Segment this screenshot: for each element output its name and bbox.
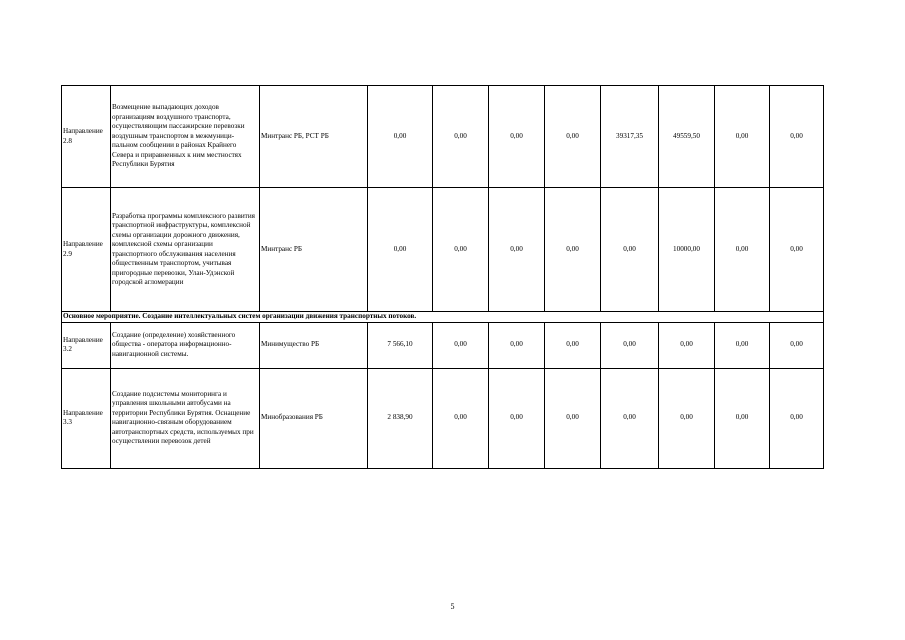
row-value: 10000,00 — [659, 188, 715, 312]
row-value: 0,00 — [770, 86, 824, 188]
row-value: 0,00 — [489, 368, 545, 468]
row-value: 0,00 — [545, 322, 601, 368]
page-number: 5 — [450, 602, 455, 611]
section-header-row — [62, 312, 824, 323]
row-value: 0,00 — [715, 368, 770, 468]
row-description: Возмещение выпадающих доходов организациям воздушного транспорта, осуществляющим пассажирские перевозки воздушным транспортом в межмуници-пальном сообщении в районах Крайнего Севера и приравненных к ним местностях Республики Бурятия — [111, 86, 260, 188]
table-row — [62, 368, 824, 468]
row-value: 0,00 — [601, 368, 659, 468]
row-executor: Минимущество РБ — [260, 322, 368, 368]
row-code: Направление 2.8 — [62, 86, 111, 188]
row-value: 0,00 — [601, 188, 659, 312]
row-value: 0,00 — [545, 86, 601, 188]
row-value: 0,00 — [715, 322, 770, 368]
row-value: 0,00 — [715, 86, 770, 188]
row-value: 0,00 — [489, 86, 545, 188]
table-row — [62, 86, 824, 188]
row-value: 0,00 — [659, 322, 715, 368]
row-value: 0,00 — [489, 322, 545, 368]
section-title: Основное мероприятие. Создание интеллектуальных систем организации движения транспортных потоков. — [62, 312, 824, 323]
row-value: 0,00 — [545, 188, 601, 312]
table-row — [62, 322, 824, 368]
row-executor: Минтранс РБ, РСТ РБ — [260, 86, 368, 188]
row-description: Создание подсистемы мониторинга и управления школьными автобусами на территории Республики Бурятия. Оснащение навигационно-связным оборудованием автотранспортных средств, используемых при осуществлении перевозок детей — [111, 368, 260, 468]
row-value: 0,00 — [433, 188, 489, 312]
row-value: 0,00 — [433, 86, 489, 188]
row-value: 0,00 — [545, 368, 601, 468]
row-code: Направление 3.2 — [62, 322, 111, 368]
row-description: Создание (определение) хозяйственного общества - оператора информационно-навигационной системы. — [111, 322, 260, 368]
row-code: Направление 3.3 — [62, 368, 111, 468]
row-value: 0,00 — [770, 322, 824, 368]
row-value: 0,00 — [659, 368, 715, 468]
row-value: 0,00 — [715, 188, 770, 312]
row-value: 0,00 — [770, 188, 824, 312]
budget-table — [61, 85, 824, 469]
table-row — [62, 188, 824, 312]
row-value: 0,00 — [770, 368, 824, 468]
row-value: 39317,35 — [601, 86, 659, 188]
row-description: Разработка программы комплексного развития транспортной инфраструктуры, комплексной схемы организации дорожного движения, комплексной схемы организации транспортного обслуживания населения общественным транспортом, учитывая пригородные перевозки, Улан-Удэнской городской агломерации — [111, 188, 260, 312]
row-code: Направление 2.9 — [62, 188, 111, 312]
row-value: 0,00 — [368, 188, 433, 312]
row-value: 0,00 — [489, 188, 545, 312]
row-value: 7 566,10 — [368, 322, 433, 368]
row-value: 0,00 — [368, 86, 433, 188]
row-value: 0,00 — [433, 368, 489, 468]
row-executor: Минтранс РБ — [260, 188, 368, 312]
row-value: 2 838,90 — [368, 368, 433, 468]
row-executor: Минобразования РБ — [260, 368, 368, 468]
row-value: 0,00 — [433, 322, 489, 368]
row-value: 0,00 — [601, 322, 659, 368]
row-value: 49559,50 — [659, 86, 715, 188]
